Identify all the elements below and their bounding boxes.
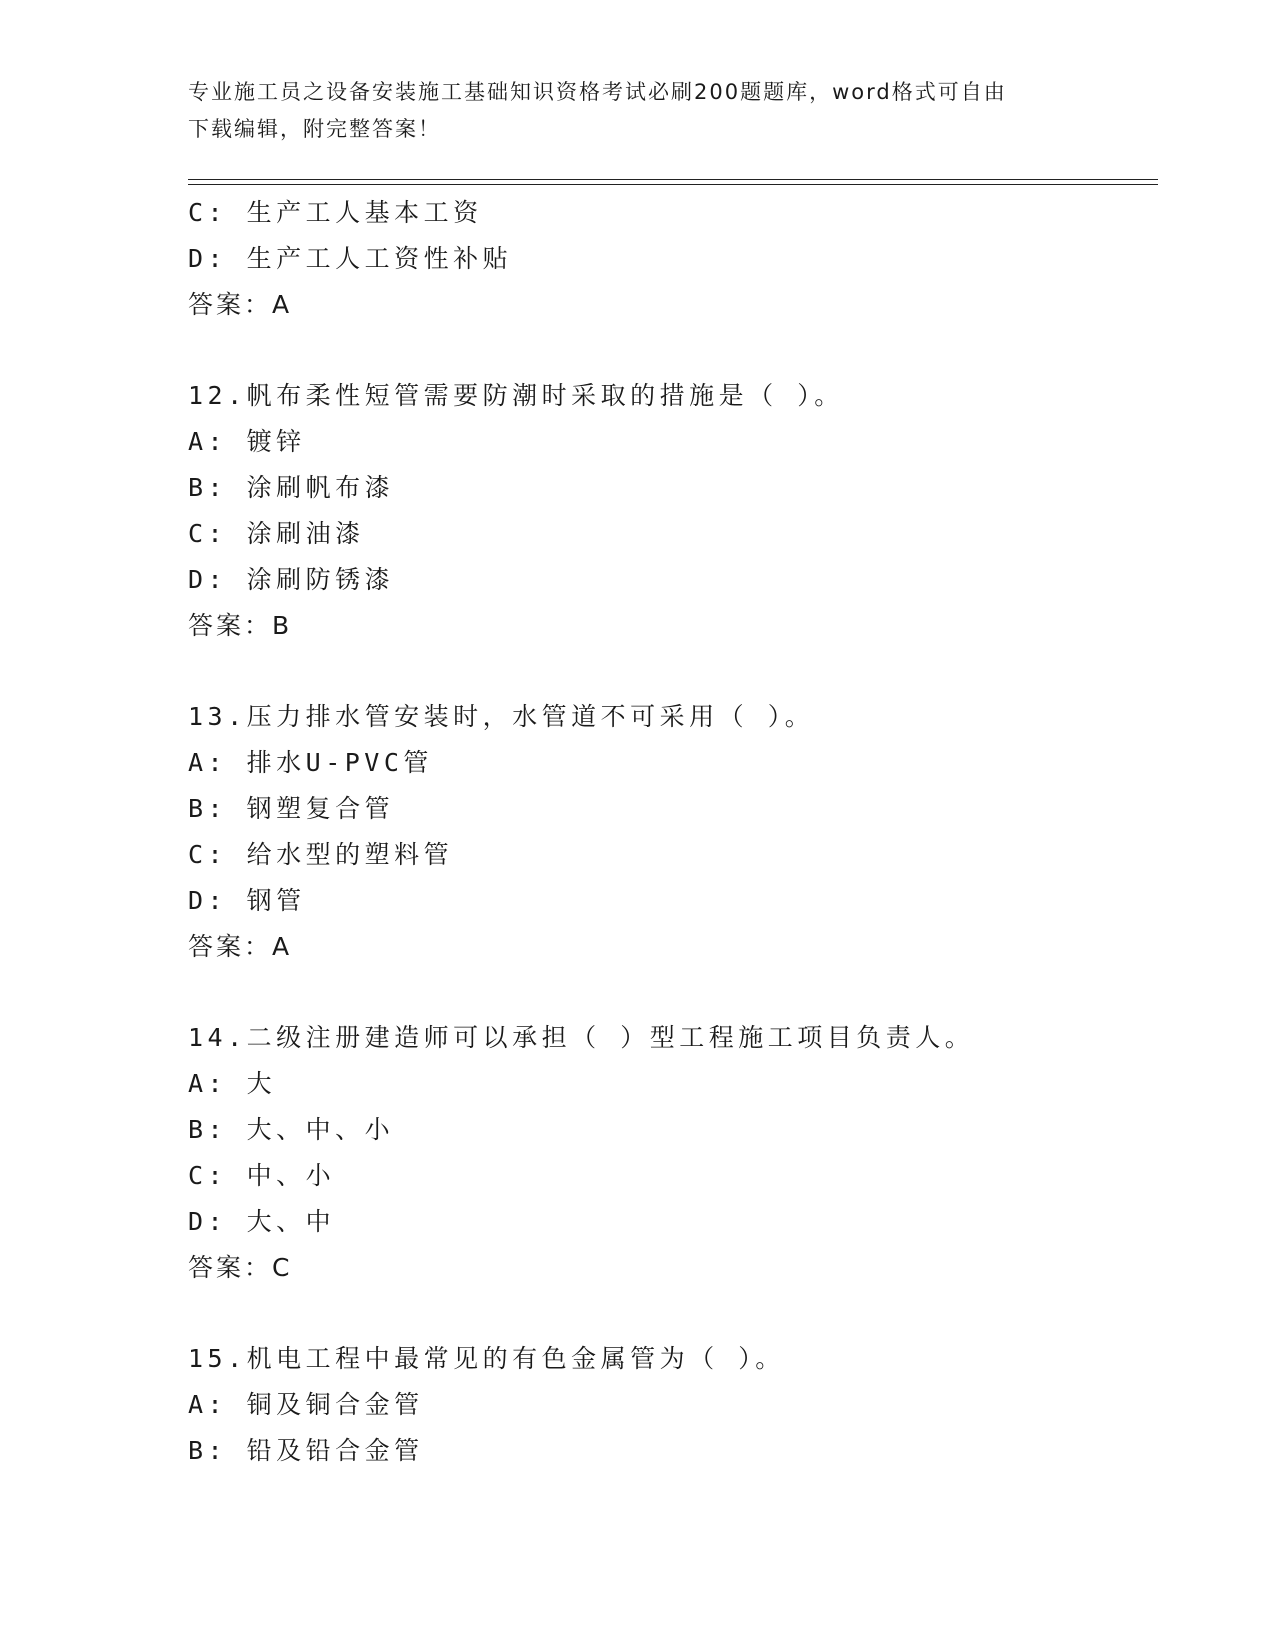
option-b: B: 涂刷帆布漆: [188, 473, 395, 502]
option-c: C: 涂刷油漆: [188, 519, 365, 548]
option-c: C: 中、小: [188, 1161, 336, 1190]
question-block: [188, 373, 1158, 649]
option-a: A: 大: [188, 1069, 277, 1098]
option-c: C: 生产工人基本工资: [188, 198, 483, 227]
option-d: D: 大、中: [188, 1207, 336, 1236]
header-divider-bottom: [188, 184, 1158, 185]
option-a: A: 铜及铜合金管: [188, 1390, 424, 1419]
spacer: [188, 1291, 1158, 1336]
header-title-line-2: 下载编辑，附完整答案！: [188, 117, 441, 141]
answer-line: 答案：B: [188, 611, 293, 640]
option-a: A: 排水U-PVC管: [188, 748, 433, 777]
option-a: A: 镀锌: [188, 427, 306, 456]
question-list: [188, 190, 1158, 1474]
option-b: B: 铅及铅合金管: [188, 1436, 424, 1465]
answer-line: 答案：C: [188, 1253, 293, 1282]
option-d: D: 生产工人工资性补贴: [188, 244, 513, 273]
spacer: [188, 328, 1158, 373]
question-block: [188, 190, 1158, 328]
option-d: D: 钢管: [188, 886, 306, 915]
option-d: D: 涂刷防锈漆: [188, 565, 395, 594]
question-block: [188, 694, 1158, 970]
question-block: [188, 1336, 1158, 1474]
spacer: [188, 970, 1158, 1015]
header-divider-top: [188, 179, 1158, 180]
question-text: 15.机电工程中最常见的有色金属管为（ ）。: [188, 1344, 785, 1373]
answer-line: 答案：A: [188, 932, 293, 961]
option-b: B: 钢塑复合管: [188, 794, 395, 823]
question-text: 14.二级注册建造师可以承担（ ）型工程施工项目负责人。: [188, 1023, 975, 1052]
question-text: 12.帆布柔性短管需要防潮时采取的措施是（ ）。: [188, 381, 844, 410]
option-b: B: 大、中、小: [188, 1115, 395, 1144]
question-block: [188, 1015, 1158, 1291]
spacer: [188, 649, 1158, 694]
document-header: [188, 74, 1068, 148]
question-text: 13.压力排水管安装时，水管道不可采用（ ）。: [188, 702, 815, 731]
answer-line: 答案：A: [188, 290, 293, 319]
option-c: C: 给水型的塑料管: [188, 840, 454, 869]
header-title-line-1: 专业施工员之设备安装施工基础知识资格考试必刷200题题库，word格式可自由: [188, 80, 1007, 104]
